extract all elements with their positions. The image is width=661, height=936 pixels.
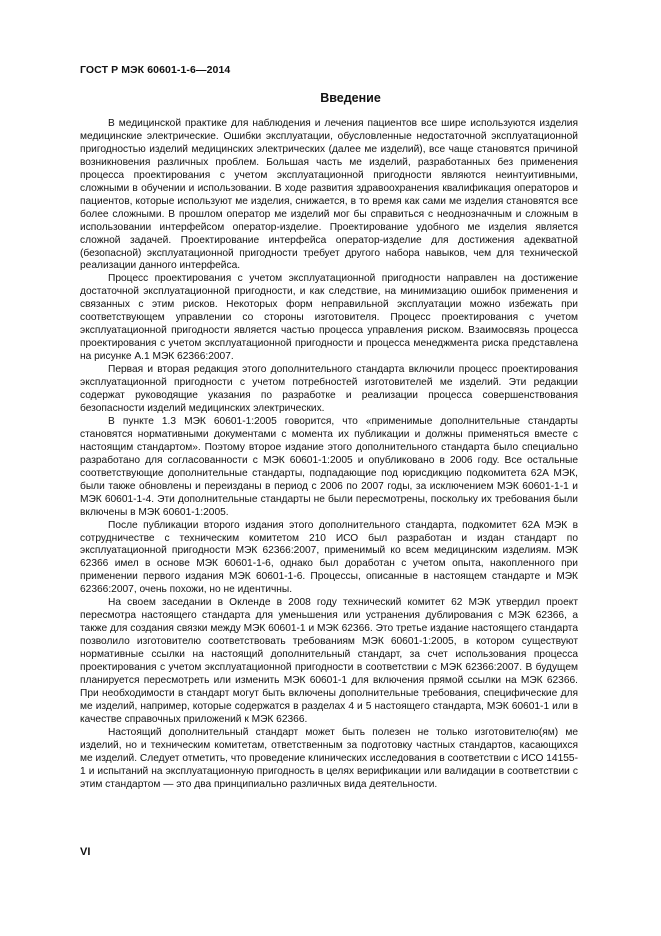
page-number: VI bbox=[80, 846, 91, 858]
section-title: Введение bbox=[320, 91, 381, 105]
paragraph: После публикации второго издания этого дополнительного стандарта, подкомитет 62А МЭК в сотрудничестве с техническим комитетом 210 ИСО был разработан и издан стандарт по эксплуатационной пригодности МЭК 62366:2007, применимый ко всем медицинским изделиям. МЭК 62366 имел в основе МЭК 60601-1-6, однако был доработан с учетом опыта, накопленного при применении первого издания МЭК 60601-1-6. Процессы, описанные в настоящем стандарте и МЭК 62366:2007, очень похожи, но не идентичны. bbox=[80, 519, 578, 596]
paragraph: На своем заседании в Окленде в 2008 году технический комитет 62 МЭК утвердил проект пересмотра настоящего стандарта для уменьшения или устранения дублирования с МЭК 62366, а также для создания связки между МЭК 60601-1 и МЭК 62366. Это третье издание настоящего стандарта позволило изготовителю соответствовать требованиям МЭК 60601-1:2005, в котором существуют нормативные ссылки на настоящий дополнительный стандарт, за счет использования процесса проектирования с учетом эксплуатационной пригодности в соответствии с МЭК 62366:2007. В будущем планируется пересмотреть или изменить МЭК 60601-1 для включения прямой ссылки на МЭК 62366. При необходимости в стандарт могут быть включены дополнительные требования, специфические для ме изделий, например, которые содержатся в разделах 4 и 5 настоящего стандарта, МЭК 60601-1 или в качестве справочных приложений к МЭК 62366. bbox=[80, 597, 578, 725]
paragraph: Настоящий дополнительный стандарт может быть полезен не только изготовителю(ям) ме изделий, но и техническим комитетам, ответственным за подготовку частных стандартов, касающихся ме изделий. Следует отметить, что проведение клинических исследования в соответствии с ИСО 14155-1 и испытаний на эксплуатационную пригодность в целях верификации или валидации в соответствии с этим стандартом — это два принципиально различных вида деятельности. bbox=[80, 726, 578, 790]
body-text bbox=[80, 118, 578, 792]
paragraph: Первая и вторая редакция этого дополнительного стандарта включили процесс проектирования эксплуатационной пригодности с учетом потребностей изготовителей ме изделий. Эти редакции содержат руководящие указания по разработке и реализации процесса совершенствования безопасности изделий медицинских электрических. bbox=[80, 364, 578, 414]
paragraph: Процесс проектирования с учетом эксплуатационной пригодности направлен на достижение достаточной эксплуатационной пригодности, и как следствие, на минимизацию ошибок применения и связанных с этим рисков. Некоторых форм неправильной эксплуатации можно избежать при соответствующем управлении со стороны изготовителя. Процесс проектирования с учетом эксплуатационной пригодности является частью процесса управления риском. Взаимосвязь процесса проектирования с учетом эксплуатационной пригодности и процесса менеджмента риска представлена на рисунке А.1 МЭК 62366:2007. bbox=[80, 273, 578, 363]
document-header: ГОСТ Р МЭК 60601-1-6—2014 bbox=[80, 64, 231, 76]
paragraph: В медицинской практике для наблюдения и лечения пациентов все шире используются изделия медицинские электрические. Ошибки эксплуатации, обусловленные недостаточной эксплуатационной пригодностью изделий медицинских электрических (далее ме изделий), все чаще становятся причиной возникновения различных проблем. Большая часть ме изделий, разработанных без применения процесса проектирования с учетом эксплуатационной пригодности являются неинтуитивными, сложными в обучении и использовании. В ходе развития здравоохранения квалификация операторов и пациентов, которые используют ме изделия, снижается, в то время как сами ме изделия становятся все более сложными. В прошлом оператор ме изделий мог бы справиться с неоднозначным и сложным в использовании интерфейсом оператор-изделие. Проектирование удобного ме изделия является сложной задачей. Проектирование интерфейса оператор-изделие для достижения адекватной (безопасной) эксплуатационной пригодности требует другого набора навыков, чем для технической реализации данного интерфейса. bbox=[80, 118, 578, 272]
paragraph: В пункте 1.3 МЭК 60601-1:2005 говорится, что «применимые дополнительные стандарты становятся нормативными документами с момента их публикации и должны применяться вместе с настоящим стандартом». Поэтому второе издание этого дополнительного стандарта было специально разработано для согласованности с МЭК 60601-1:2005 и опубликовано в 2006 году. Все остальные соответствующие дополнительные стандарты, подпадающие под юрисдикцию подкомитета 62А МЭК, были также обновлены и переизданы в период с 2006 по 2007 годы, за исключением МЭК 60601-1-1 и МЭК 60601-1-4. Эти дополнительные стандарты не были пересмотрены, поскольку их требования были включены в МЭК 60601-1:2005. bbox=[80, 415, 578, 518]
